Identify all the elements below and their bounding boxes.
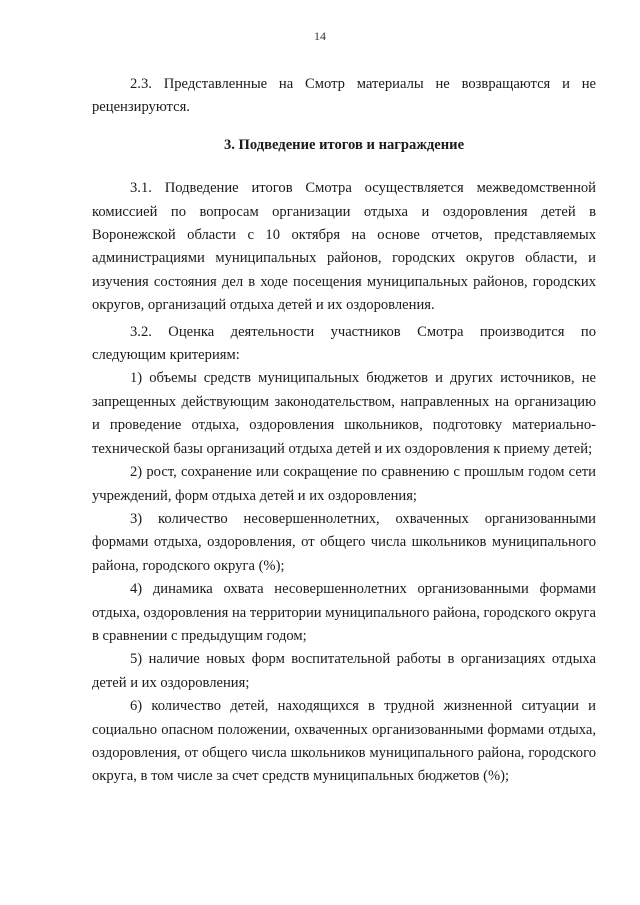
criterion-6: 6) количество детей, находящихся в трудной жизненной ситуации и социально опасном положении, охваченных организованными формами отдыха, оздоровления, от общего числа школьников муниципального района, городского округа, в том числе за счет средств муниципальных бюджетов (%); [92,698,596,785]
criterion-3: 3) количество несовершеннолетних, охваченных организованными формами отдыха, оздоровления, от общего числа школьников муниципального района, городского округа (%); [92,510,596,574]
criterion-4: 4) динамика охвата несовершеннолетних организованными формами отдыха, оздоровления на территории муниципального района, городского округа в сравнении с предыдущим годом; [92,581,596,644]
section-heading: 3. Подведение итогов и награждение [223,136,465,153]
page-number: 14 [314,29,326,43]
paragraph-3-1: 3.1. Подведение итогов Смотра осуществляется межведомственной комиссией по вопросам организации отдыха и оздоровления детей в Воронежской области с 10 октября на основе отчетов, представляемых администрациями муниципальных районов, городских округов области, и изучения состояния дел в ходе посещения муниципальных районов, городских округов, организаций отдыха детей и их оздоровления. [92,180,596,314]
paragraph-3-2: 3.2. Оценка деятельности участников Смотра производится по следующим критериям: [92,323,596,364]
criterion-5: 5) наличие новых форм воспитательной работы в организациях отдыха детей и их оздоровления; [92,651,596,691]
criterion-2: 2) рост, сохранение или сокращение по сравнению с прошлым годом сети учреждений, форм отдыха детей и их оздоровления; [92,464,596,504]
document-body [92,73,596,789]
paragraph-2-3: 2.3. Представленные на Смотр материалы не возвращаются и не рецензируются. [92,76,596,116]
criterion-1: 1) объемы средств муниципальных бюджетов и других источников, не запрещенных действующим законодательством, направленных на организацию и проведение отдыха, оздоровления школьников, подготовку материально-технической базы организаций отдыха детей и их оздоровления к приему детей; [92,370,596,457]
